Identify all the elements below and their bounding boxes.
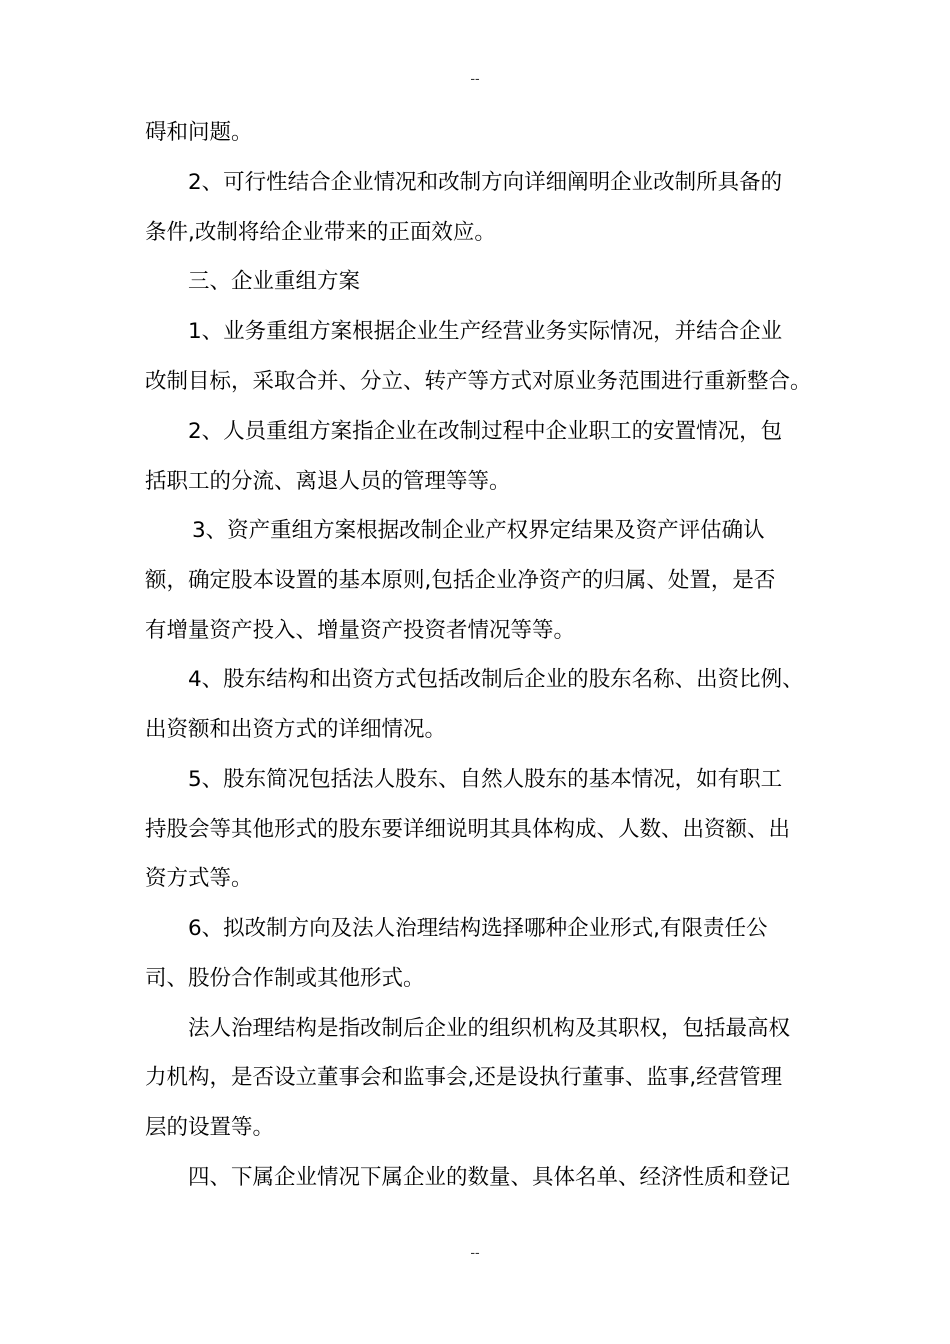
text-line: 有增量资产投入、增量资产投资者情况等等。 bbox=[145, 618, 576, 643]
text-line: 持股会等其他形式的股东要详细说明其具体构成、人数、出资额、出 bbox=[145, 817, 791, 842]
text-line: 1、业务重组方案根据企业生产经营业务实际情况，并结合企业 bbox=[188, 319, 783, 344]
text-line: 改制目标，采取合并、分立、转产等方式对原业务范围进行重新整合。 bbox=[145, 369, 812, 394]
text-line: 碍和问题。 bbox=[145, 120, 253, 145]
text-line: 6、拟改制方向及法人治理结构选择哪种企业形式,有限责任公 bbox=[188, 916, 768, 941]
text-line: 5、股东简况包括法人股东、自然人股东的基本情况，如有职工 bbox=[188, 767, 783, 792]
page-header-mark: -- bbox=[470, 70, 480, 86]
text-line: 出资额和出资方式的详细情况。 bbox=[145, 717, 447, 742]
text-line: 额，确定股本设置的基本原则,包括企业净资产的归属、处置，是否 bbox=[145, 568, 776, 593]
text-line: 资方式等。 bbox=[145, 866, 253, 891]
page-footer-mark: -- bbox=[470, 1244, 480, 1260]
text-line: 司、股份合作制或其他形式。 bbox=[145, 966, 425, 991]
text-line: 2、可行性结合企业情况和改制方向详细阐明企业改制所具备的 bbox=[188, 170, 783, 195]
section-heading: 三、企业重组方案 bbox=[188, 269, 361, 294]
section-heading: 四、下属企业情况下属企业的数量、具体名单、经济性质和登记 bbox=[188, 1165, 791, 1190]
text-line: 条件,改制将给企业带来的正面效应。 bbox=[145, 220, 496, 245]
text-line: 2、人员重组方案指企业在改制过程中企业职工的安置情况，包 bbox=[188, 419, 783, 444]
text-line: 3、资产重组方案根据改制企业产权界定结果及资产评估确认 bbox=[192, 518, 765, 543]
text-line: 括职工的分流、离退人员的管理等等。 bbox=[145, 469, 511, 494]
text-line: 法人治理结构是指改制后企业的组织机构及其职权，包括最高权 bbox=[188, 1016, 791, 1041]
text-line: 4、股东结构和出资方式包括改制后企业的股东名称、出资比例、 bbox=[188, 667, 804, 692]
text-line: 层的设置等。 bbox=[145, 1115, 275, 1140]
text-line: 力机构，是否设立董事会和监事会,还是设执行董事、监事,经营管理 bbox=[145, 1065, 783, 1090]
